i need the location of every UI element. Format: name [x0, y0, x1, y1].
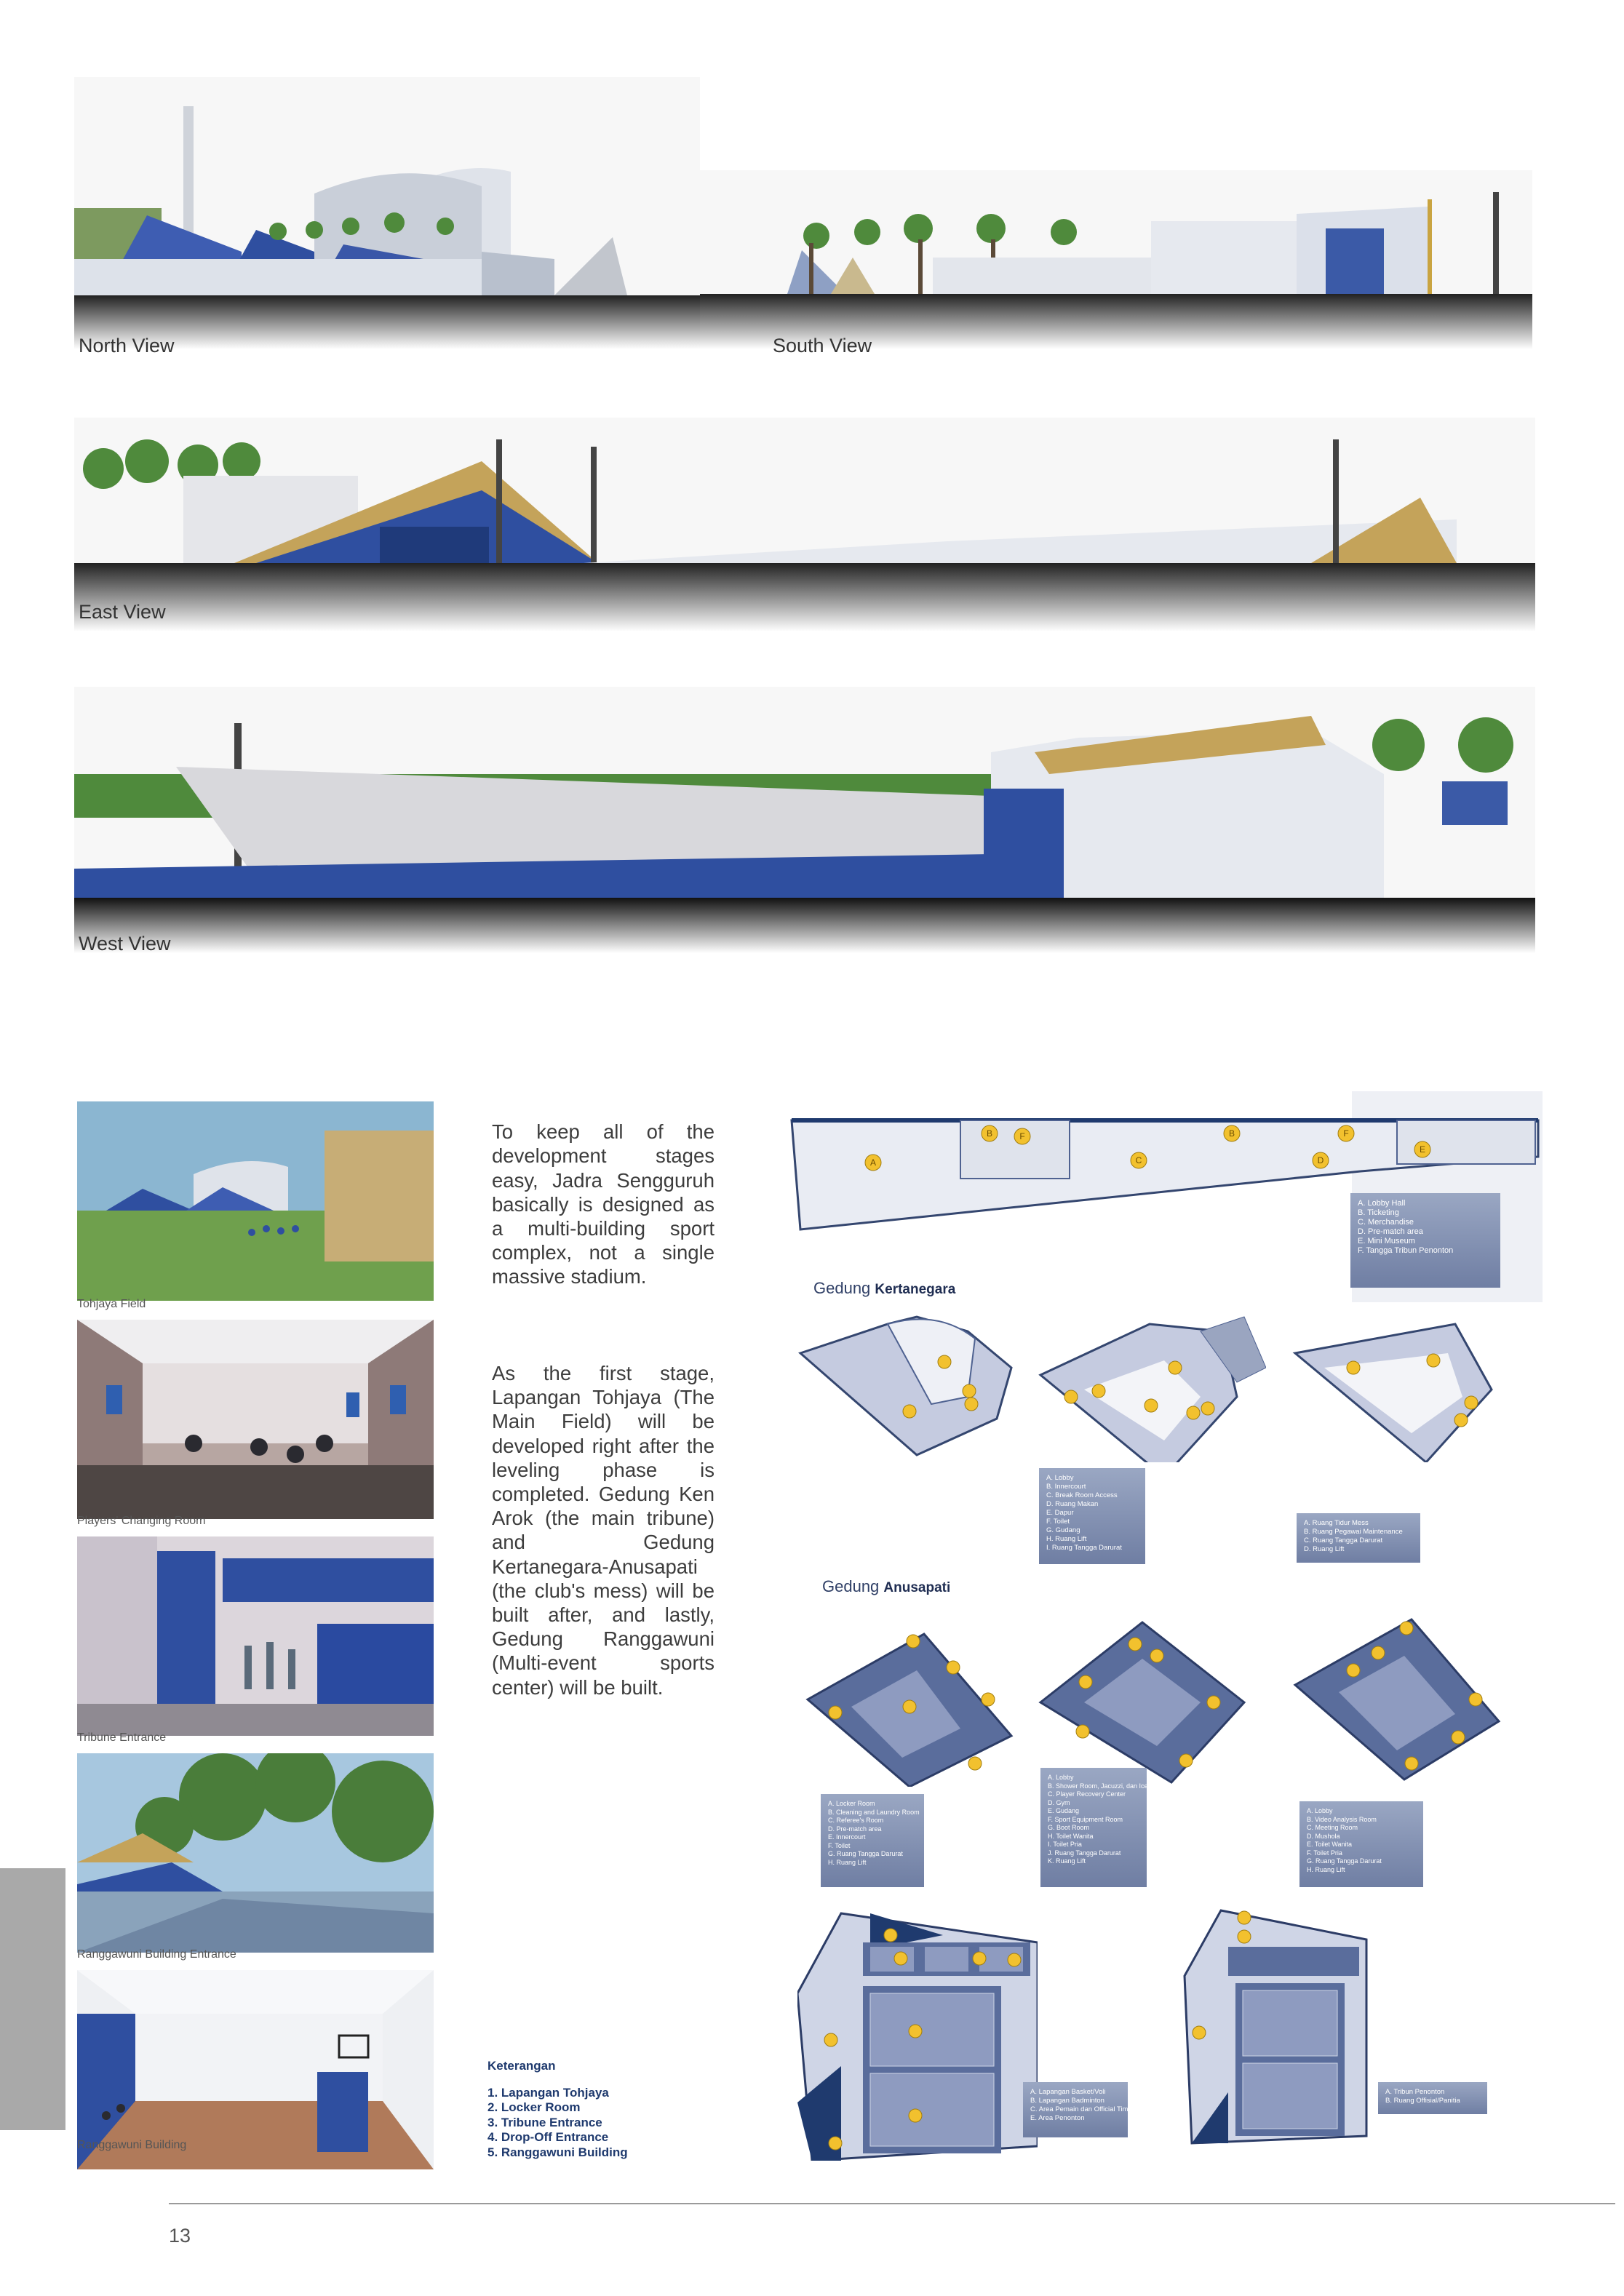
south-elevation	[700, 170, 1532, 349]
anusapati-legend-left: A. Locker Room B. Cleaning and Laundry Room C. Referee's Room D. Pre-match area E. Innercourt F. Toilet G. Ruang Tangga Darurat H. Ruang Lift	[821, 1794, 924, 1887]
anusapati-plan-2	[1033, 1615, 1259, 1787]
west-view-label: West View	[79, 933, 171, 954]
kertanegara-title: Gedung Kertanegara	[813, 1279, 956, 1297]
south-view-label: South View	[773, 335, 872, 356]
description-text	[492, 1096, 715, 1723]
svg-text:A: A	[869, 1157, 877, 1168]
west-elevation	[74, 687, 1535, 953]
photo-caption-3: Tribune Entrance	[77, 1731, 167, 1744]
svg-text:B: B	[1228, 1128, 1235, 1139]
description-paragraph-2: As the first stage, Lapangan Tohjaya (The Main Field) will be developed right after the leveling phase is completed. Gedung Ken Arok (the main tribune) and Gedung Kertanegara-Anusapati (the club's mess) will be built after, and lastly, Gedung Ranggawuni (Multi-event sports center) will be built.	[492, 1362, 715, 1699]
svg-text:F: F	[1019, 1131, 1025, 1141]
photo-caption-1: Tohjaya Field	[77, 1298, 146, 1310]
anusapati-plan-1	[800, 1627, 1019, 1787]
footer-rule	[169, 2203, 1615, 2204]
keterangan-list	[487, 2059, 628, 2160]
keterangan-item: 5. Ranggawuni Building	[487, 2145, 628, 2159]
side-tab	[0, 1868, 65, 2130]
svg-text:B: B	[986, 1128, 993, 1139]
svg-text:F: F	[1343, 1128, 1349, 1139]
kertanegara-plan-2	[1033, 1310, 1266, 1462]
ranggawuni-plan-1	[797, 1906, 1038, 2161]
keterangan-item: 3. Tribune Entrance	[487, 2115, 602, 2129]
east-elevation	[74, 418, 1535, 631]
anusapati-title: Gedung Anusapati	[822, 1577, 951, 1595]
north-elevation	[74, 77, 700, 349]
ranggawuni-legend-left: A. Lapangan Basket/Voli B. Lapangan Badminton C. Area Pemain dan Official Tim E. Area Penonton	[1023, 2082, 1128, 2137]
tribune-entrance-render	[77, 1536, 434, 1736]
tribune-legend: A. Lobby Hall B. Ticketing C. Merchandise D. Pre-match area E. Mini Museum F. Tangga Tribun Penonton	[1350, 1193, 1500, 1288]
kertanegara-plan-3	[1281, 1310, 1499, 1462]
north-view-label: North View	[79, 335, 175, 356]
ranggawuni-plan-2	[1177, 1903, 1378, 2150]
keterangan-title: Keterangan	[487, 2059, 556, 2073]
keterangan-item: 4. Drop-Off Entrance	[487, 2130, 609, 2144]
svg-text:D: D	[1317, 1155, 1324, 1165]
kertanegara-legend-right: A. Ruang Tidur Mess B. Ruang Pegawai Maintenance C. Ruang Tangga Darurat D. Ruang Lift	[1297, 1513, 1420, 1563]
anusapati-legend-mid: A. Lobby B. Shower Room, Jacuzzi, dan Ice Bath Room C. Player Recovery Center D. Gym E. Gudang F. Sport Equipment Room G. Boot Room H. Toilet Wanita I. Toilet Pria J. Ruang Tangga Darurat K. Ruang Lift	[1040, 1768, 1147, 1887]
photo-caption-4: Ranggawuni Building Entrance	[77, 1948, 236, 1961]
kertanegara-legend-mid: A. Lobby B. Innercourt C. Break Room Access D. Ruang Makan E. Dapur F. Toilet G. Gudang H. Ruang Lift I. Ruang Tangga Darurat	[1039, 1468, 1145, 1564]
ranggawuni-legend-right: A. Tribun Penonton B. Ruang Offisial/Panitia	[1378, 2082, 1487, 2114]
tohjaya-field-render	[77, 1101, 434, 1301]
anusapati-legend-right: A. Lobby B. Video Analysis Room C. Meeting Room D. Mushola E. Toilet Wanita F. Toilet Pria G. Ruang Tangga Darurat H. Ruang Lift	[1299, 1801, 1423, 1887]
east-view-label: East View	[79, 601, 166, 623]
svg-text:E: E	[1419, 1144, 1426, 1155]
photo-caption-5: Ranggawuni Building	[77, 2139, 187, 2151]
changing-room-render	[77, 1320, 434, 1519]
keterangan-item: 2. Locker Room	[487, 2100, 581, 2114]
ranggawuni-entrance-render	[77, 1753, 434, 1953]
anusapati-plan-3	[1288, 1612, 1506, 1787]
photo-caption-2: Players' Changing Room	[77, 1515, 206, 1527]
kertanegara-plan-1	[793, 1310, 1033, 1462]
keterangan-item: 1. Lapangan Tohjaya	[487, 2085, 609, 2100]
page-number: 13	[169, 2225, 191, 2247]
svg-text:C: C	[1135, 1155, 1142, 1165]
description-paragraph-1: To keep all of the development stages easy, Jadra Sengguruh basically is designed as a multi-building sport complex, not a single massive stadium.	[492, 1120, 715, 1288]
